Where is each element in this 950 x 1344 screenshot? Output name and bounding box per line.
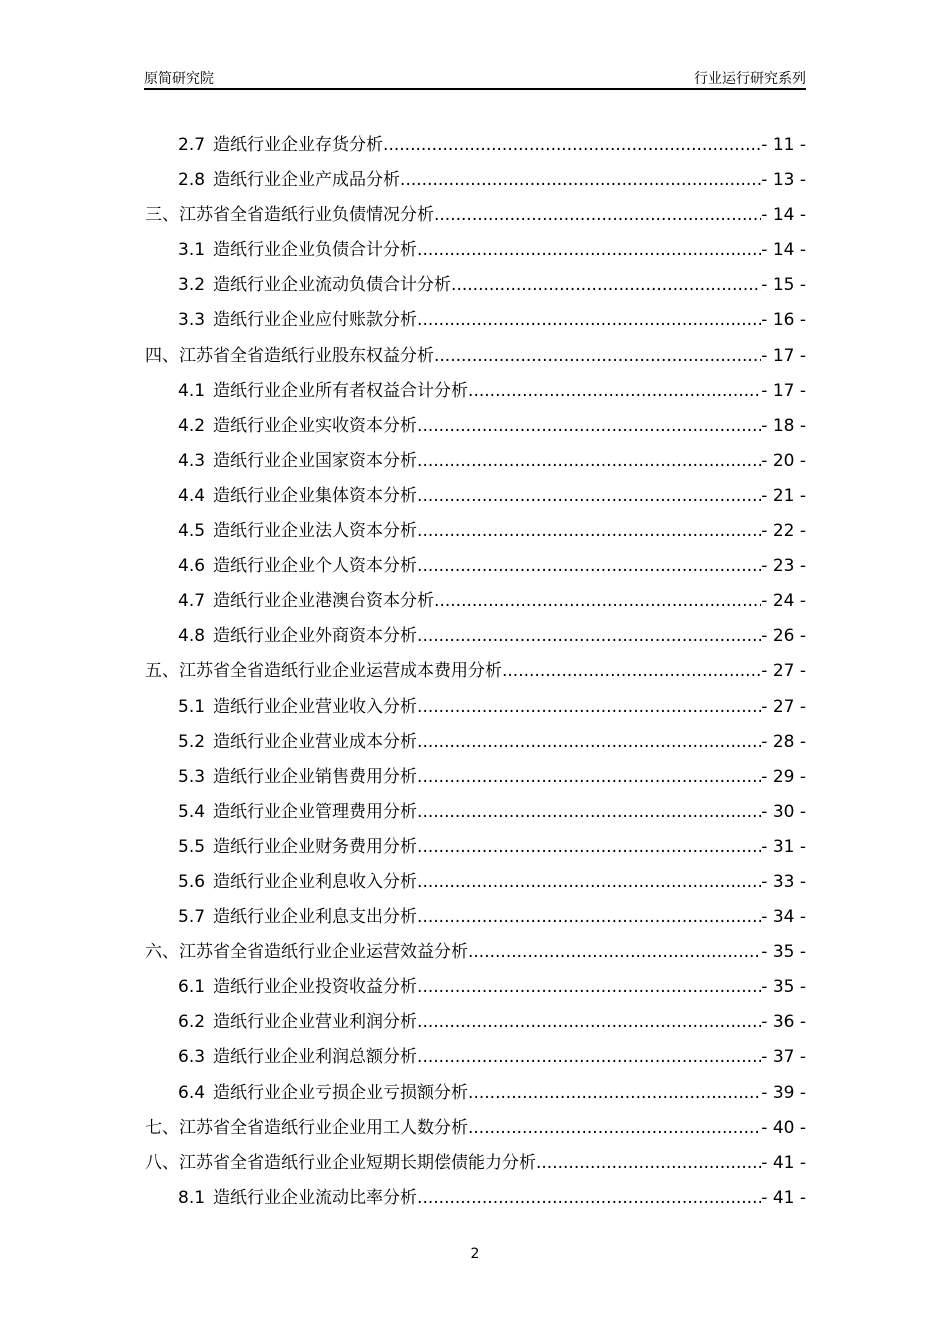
dot-leader	[383, 132, 761, 158]
dot-leader	[417, 307, 761, 333]
toc-entry-page: - 21 -	[761, 485, 806, 506]
toc-entry-text: 造纸行业企业管理费用分析	[213, 801, 418, 822]
toc-entry[interactable]	[145, 483, 806, 518]
toc-entry-text: 造纸行业企业个人资本分析	[213, 556, 418, 577]
toc-entry[interactable]	[145, 1150, 806, 1185]
toc-entry[interactable]	[145, 588, 806, 623]
toc-entry-text: 造纸行业企业实收资本分析	[213, 415, 418, 436]
toc-entry-number: 4.4	[178, 485, 206, 506]
toc-entry-title	[178, 799, 417, 825]
dot-leader	[536, 1150, 761, 1176]
toc-entry-page: - 28 -	[761, 731, 806, 752]
toc-entry-text: 造纸行业企业流动比率分析	[213, 1187, 418, 1208]
toc-entry-number: 4.8	[178, 626, 206, 647]
header-series: 行业运行研究系列	[694, 71, 806, 87]
toc-entry-number: 3.3	[178, 310, 206, 331]
toc-entry-page: - 36 -	[761, 1012, 806, 1033]
toc-entry-page: - 15 -	[761, 275, 806, 296]
dot-leader	[417, 764, 761, 790]
toc-entry-number: 6.1	[178, 977, 206, 998]
toc-entry[interactable]	[145, 1080, 806, 1115]
dot-leader	[468, 1080, 761, 1106]
toc-entry-text: 造纸行业企业利息支出分析	[213, 907, 418, 928]
toc-entry-number: 2.7	[178, 135, 206, 155]
toc-entry-title	[178, 167, 400, 193]
toc-entry-text: 造纸行业企业流动负债合计分析	[213, 275, 452, 296]
toc-entry-text: 六、江苏省全省造纸行业企业运营效益分析	[145, 942, 468, 963]
toc-entry-title	[145, 939, 468, 965]
toc-entry[interactable]	[145, 202, 806, 237]
toc-entry-title	[178, 448, 417, 474]
toc-entry[interactable]	[145, 658, 806, 693]
toc-entry-number: 4.2	[178, 415, 206, 436]
toc-entry[interactable]	[145, 237, 806, 272]
dot-leader	[417, 1185, 761, 1211]
dot-leader	[451, 272, 761, 298]
toc-entry-text: 造纸行业企业财务费用分析	[213, 836, 418, 857]
toc-entry[interactable]	[145, 623, 806, 658]
toc-entry-page: - 41 -	[761, 1187, 806, 1208]
dot-leader	[502, 658, 761, 684]
toc-entry-page: - 29 -	[761, 766, 806, 787]
dot-leader	[417, 553, 761, 579]
toc-entry-page: - 14 -	[761, 240, 806, 261]
toc-entry[interactable]	[145, 167, 806, 202]
toc-entry[interactable]	[145, 307, 806, 342]
dot-leader	[417, 237, 761, 263]
toc-entry-title	[178, 623, 417, 649]
toc-entry-page: - 39 -	[761, 1082, 806, 1103]
toc-entry-number: 4.7	[178, 591, 206, 612]
page-number: 2	[470, 1246, 480, 1262]
toc-entry-number: 5.6	[178, 871, 206, 892]
toc-entry-title	[178, 1080, 468, 1106]
dot-leader	[417, 413, 761, 439]
toc-entry-text: 造纸行业企业所有者权益合计分析	[213, 380, 469, 401]
toc-entry-number: 6.2	[178, 1012, 206, 1033]
toc-entry-number: 4.5	[178, 521, 206, 542]
dot-leader	[417, 483, 761, 509]
toc-entry-page: - 26 -	[761, 626, 806, 647]
toc-entry-page: - 30 -	[761, 801, 806, 822]
toc-entry-text: 造纸行业企业应付账款分析	[213, 310, 418, 331]
toc-entry-number: 5.5	[178, 836, 206, 857]
dot-leader	[468, 378, 761, 404]
toc-entry[interactable]	[145, 799, 806, 834]
toc-entry-text: 造纸行业企业营业收入分析	[213, 696, 418, 717]
dot-leader	[417, 1009, 761, 1035]
toc-entry-title	[178, 237, 417, 263]
dot-leader	[417, 1044, 761, 1070]
toc-entry-page: - 11 -	[761, 135, 806, 155]
toc-entry-page: - 33 -	[761, 871, 806, 892]
toc-entry[interactable]	[145, 869, 806, 904]
dot-leader	[417, 904, 761, 930]
toc-entry-title	[178, 272, 451, 298]
dot-leader	[417, 694, 761, 720]
toc-entry-page: - 24 -	[761, 591, 806, 612]
toc-entry[interactable]	[145, 518, 806, 553]
toc-entry-page: - 35 -	[761, 977, 806, 998]
toc-entry-text: 造纸行业企业利息收入分析	[213, 871, 418, 892]
toc-entry-page: - 41 -	[761, 1152, 806, 1173]
toc-entry-number: 5.2	[178, 731, 206, 752]
toc-entry-page: - 27 -	[761, 696, 806, 717]
toc-entry-text: 造纸行业企业利润总额分析	[213, 1047, 418, 1068]
toc-entry-page: - 17 -	[761, 380, 806, 401]
toc-entry-title	[178, 413, 417, 439]
page-header	[144, 66, 806, 90]
toc-entry[interactable]	[145, 694, 806, 729]
toc-entry[interactable]	[145, 904, 806, 939]
toc-entry-page: - 23 -	[761, 556, 806, 577]
toc-entry-text: 三、江苏省全省造纸行业负债情况分析	[145, 205, 434, 226]
toc-entry-text: 造纸行业企业存货分析	[213, 135, 384, 155]
toc-entry-text: 造纸行业企业港澳台资本分析	[213, 591, 435, 612]
dot-leader	[468, 1115, 761, 1141]
dot-leader	[417, 799, 761, 825]
toc-entry-page: - 13 -	[761, 170, 806, 191]
toc-entry[interactable]	[145, 132, 806, 167]
toc-entry-text: 五、江苏省全省造纸行业企业运营成本费用分析	[145, 661, 502, 682]
toc-entry[interactable]	[145, 764, 806, 799]
toc-entry-title	[178, 518, 417, 544]
toc-entry[interactable]	[145, 343, 806, 378]
dot-leader	[417, 623, 761, 649]
dot-leader	[400, 167, 761, 193]
toc-entry[interactable]	[145, 553, 806, 588]
dot-leader	[417, 834, 761, 860]
toc-entry-number: 2.8	[178, 170, 206, 191]
toc-entry-text: 造纸行业企业投资收益分析	[213, 977, 418, 998]
toc-entry-title	[145, 1115, 468, 1141]
toc-entry-number: 5.1	[178, 696, 206, 717]
toc-entry[interactable]	[145, 834, 806, 869]
toc-entry-title	[178, 307, 417, 333]
table-of-contents	[145, 132, 806, 1220]
toc-entry-number: 6.3	[178, 1047, 206, 1068]
toc-entry-text: 造纸行业企业产成品分析	[213, 170, 401, 191]
toc-entry-text: 造纸行业企业营业成本分析	[213, 731, 418, 752]
toc-entry-number: 5.3	[178, 766, 206, 787]
toc-entry-text: 造纸行业企业销售费用分析	[213, 766, 418, 787]
toc-entry-title	[178, 869, 417, 895]
toc-entry-page: - 17 -	[761, 345, 806, 366]
toc-entry-title	[145, 1150, 536, 1176]
toc-entry[interactable]	[145, 939, 806, 974]
toc-entry-number: 5.7	[178, 907, 206, 928]
toc-entry-number: 5.4	[178, 801, 206, 822]
toc-entry-number: 4.1	[178, 380, 206, 401]
toc-entry-page: - 20 -	[761, 450, 806, 471]
toc-entry-number: 3.1	[178, 240, 206, 261]
dot-leader	[417, 729, 761, 755]
toc-entry[interactable]	[145, 1009, 806, 1044]
dot-leader	[468, 939, 761, 965]
toc-entry[interactable]	[145, 272, 806, 307]
toc-entry-title	[178, 378, 468, 404]
toc-entry-number: 8.1	[178, 1187, 206, 1208]
toc-entry-number: 3.2	[178, 275, 206, 296]
toc-entry-title	[178, 553, 417, 579]
toc-entry[interactable]	[145, 974, 806, 1009]
toc-entry-text: 造纸行业企业负债合计分析	[213, 240, 418, 261]
dot-leader	[434, 588, 761, 614]
toc-entry-title	[145, 343, 434, 369]
toc-entry[interactable]	[145, 413, 806, 448]
toc-entry-title	[178, 1185, 417, 1211]
toc-entry-page: - 34 -	[761, 907, 806, 928]
toc-entry-title	[145, 658, 502, 684]
toc-entry[interactable]	[145, 1185, 806, 1220]
toc-entry-title	[178, 729, 417, 755]
toc-entry-page: - 35 -	[761, 942, 806, 963]
toc-entry-text: 造纸行业企业集体资本分析	[213, 485, 418, 506]
toc-entry-page: - 37 -	[761, 1047, 806, 1068]
toc-entry[interactable]	[145, 729, 806, 764]
toc-entry-title	[178, 974, 417, 1000]
toc-entry-page: - 31 -	[761, 836, 806, 857]
toc-entry-number: 6.4	[178, 1082, 206, 1103]
toc-entry-title	[145, 202, 434, 228]
toc-entry-page: - 27 -	[761, 661, 806, 682]
toc-entry-number: 4.3	[178, 450, 206, 471]
toc-entry-title	[178, 1044, 417, 1070]
toc-entry-text: 造纸行业企业国家资本分析	[213, 450, 418, 471]
toc-entry-page: - 18 -	[761, 415, 806, 436]
toc-entry-number: 4.6	[178, 556, 206, 577]
toc-entry-text: 造纸行业企业亏损企业亏损额分析	[213, 1082, 469, 1103]
dot-leader	[417, 518, 761, 544]
toc-entry-title	[178, 764, 417, 790]
toc-entry-title	[178, 483, 417, 509]
toc-entry[interactable]	[145, 1115, 806, 1150]
toc-entry-text: 造纸行业企业法人资本分析	[213, 521, 418, 542]
dot-leader	[417, 448, 761, 474]
toc-entry[interactable]	[145, 448, 806, 483]
toc-entry-page: - 16 -	[761, 310, 806, 331]
header-org: 原简研究院	[144, 71, 214, 87]
toc-entry-page: - 14 -	[761, 205, 806, 226]
dot-leader	[417, 974, 761, 1000]
toc-entry-text: 八、江苏省全省造纸行业企业短期长期偿债能力分析	[145, 1152, 536, 1173]
toc-entry-text: 造纸行业企业营业利润分析	[213, 1012, 418, 1033]
toc-entry-title	[178, 1009, 417, 1035]
toc-entry[interactable]	[145, 1044, 806, 1079]
toc-entry-text: 七、江苏省全省造纸行业企业用工人数分析	[145, 1117, 468, 1138]
dot-leader	[417, 869, 761, 895]
toc-entry-title	[178, 694, 417, 720]
toc-entry-page: - 22 -	[761, 521, 806, 542]
dot-leader	[434, 202, 761, 228]
toc-entry-title	[178, 588, 434, 614]
toc-entry-title	[178, 904, 417, 930]
toc-entry-title	[178, 834, 417, 860]
dot-leader	[434, 343, 761, 369]
toc-entry-text: 四、江苏省全省造纸行业股东权益分析	[145, 345, 434, 366]
toc-entry-text: 造纸行业企业外商资本分析	[213, 626, 418, 647]
toc-entry-page: - 40 -	[761, 1117, 806, 1138]
toc-entry[interactable]	[145, 378, 806, 413]
toc-entry-title	[178, 132, 383, 158]
